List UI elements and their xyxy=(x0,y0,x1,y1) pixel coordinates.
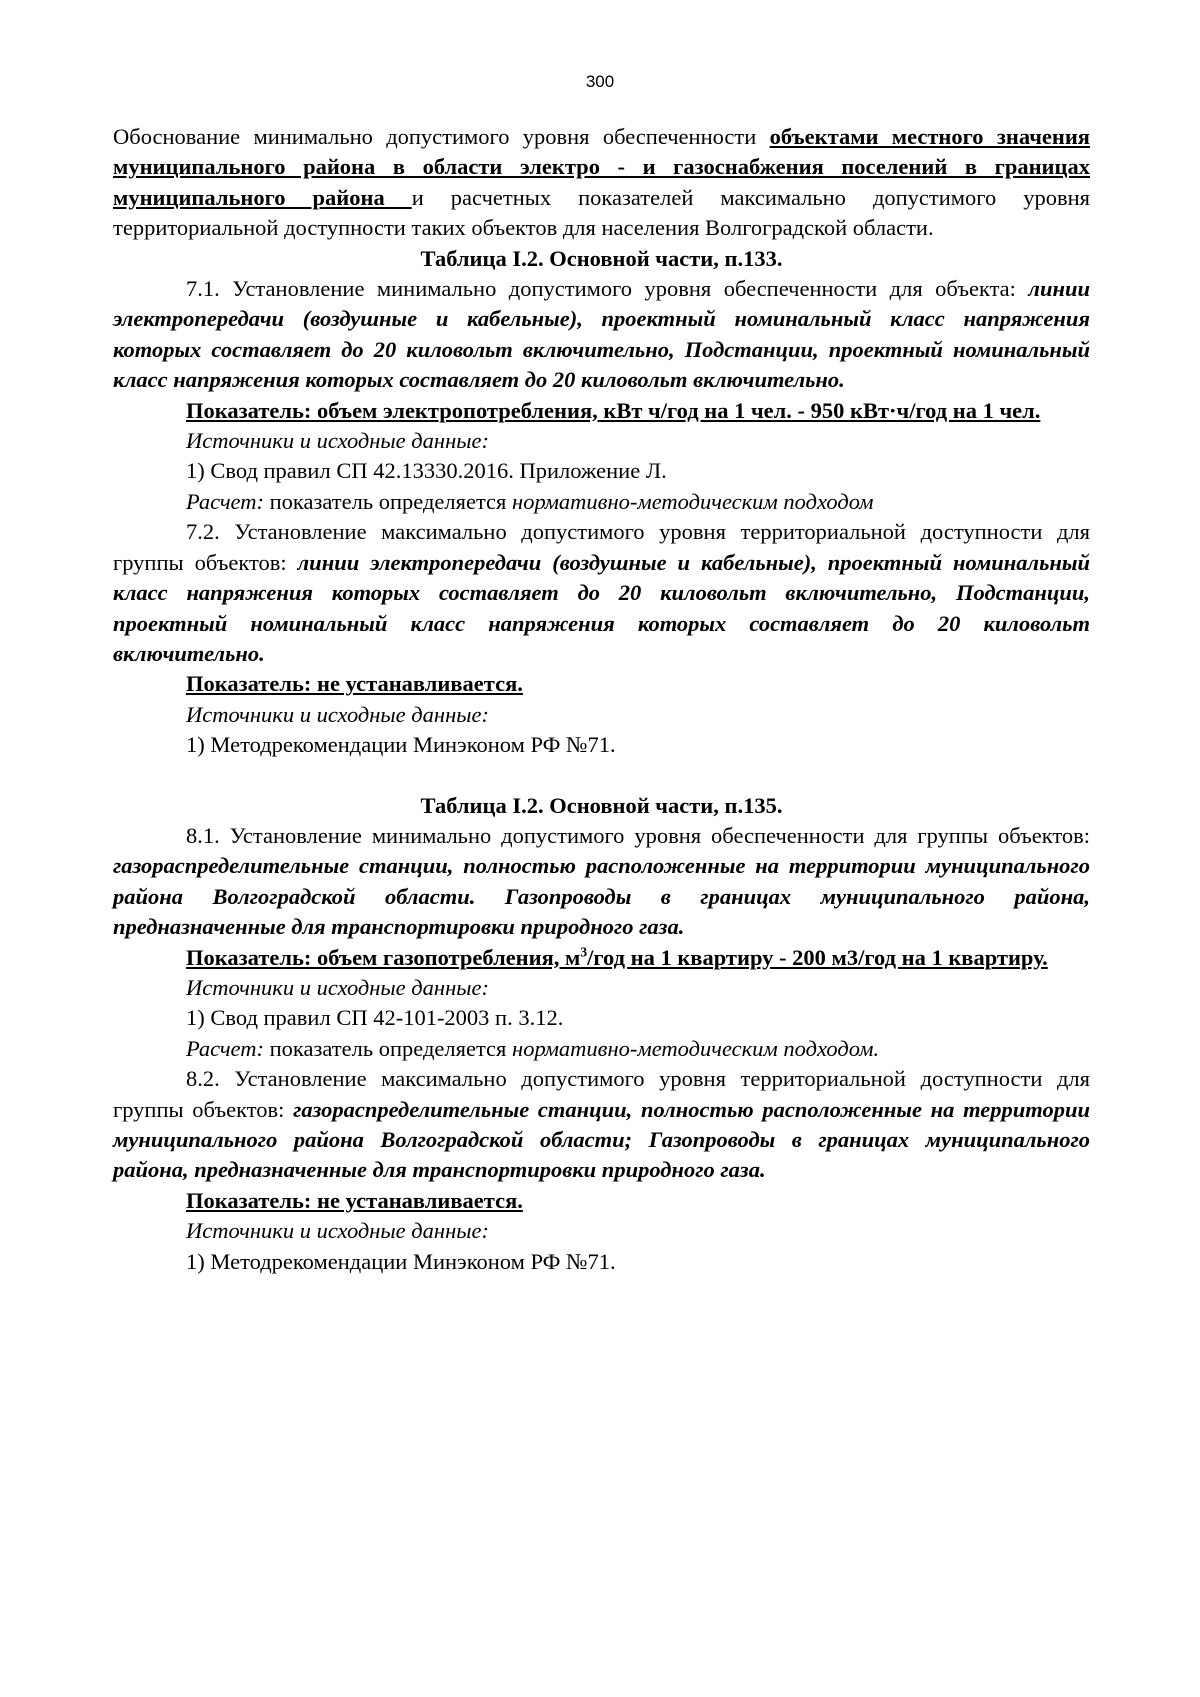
document-body xyxy=(113,122,1090,1277)
objects-8-2: газораспределительные станции, полностью расположенные на территории муниципального района Волгоградской области; Газопроводы в границах муниципального района, предназначенные для транспортировки природного газа. xyxy=(113,1096,1091,1183)
page-number: 300 xyxy=(585,72,615,91)
table-title-133: Таблица I.2. Основной части, п.133. xyxy=(420,245,783,271)
section-gap xyxy=(113,761,1090,791)
source-8-1: 1) Свод правил СП 42-101-2003 п. 3.12. xyxy=(186,1005,564,1031)
indicator-7-2: Показатель: не устанавливается. xyxy=(186,671,523,697)
intro-paragraph: Обоснование минимально допустимого уровня обеспеченности объектами местного значения муниципального района в области электро - и газоснабжения поселений в границах муниципального района и расчетных показателей максимально допустимого уровня территориальной доступности таких объектов для населения Волгоградской области. xyxy=(113,124,1090,241)
objects-8-1: газораспределительные станции, полностью расположенные на территории муниципального района Волгоградской области. Газопроводы в границах муниципального района, предназначенные для транспортировки природного газа. xyxy=(113,853,1090,940)
indicator-8-2: Показатель: не устанавливается. xyxy=(186,1187,523,1213)
source-8-2: 1) Методрекомендации Минэконом РФ №71. xyxy=(186,1248,616,1274)
intro-emphasis: объектами местного значения муниципального района в области электро - и газоснабжения поселений в границах муниципального района xyxy=(113,124,1090,210)
objects-7-1: линии электропередачи (воздушные и кабельные), проектный номинальный класс напряжения которых составляет до 20 киловольт включительно, Подстанции, проектный номинальный класс напряжения которых составляет до 20 киловольт включительно. xyxy=(113,276,1090,393)
objects-7-2: линии электропередачи (воздушные и кабельные), проектный номинальный класс напряжения которых составляет до 20 киловольт включительно, Подстанции, проектный номинальный класс напряжения которых составляет до 20 киловольт включительно. xyxy=(113,549,1090,666)
sources-label-7-2: Источники и исходные данные: xyxy=(186,701,489,727)
calculation-7-1: Расчет: показатель определяется нормативно-методическим подходом xyxy=(186,488,874,514)
source-7-1: 1) Свод правил СП 42.13330.2016. Приложение Л. xyxy=(186,458,667,484)
paragraph-8-2: 8.2. Установление максимально допустимого уровня территориальной доступности для группы объектов: газораспределительные станции, полностью расположенные на территории муниципального района Волгоградской области; Газопроводы в границах муниципального района, предназначенные для транспортировки природного газа. xyxy=(113,1066,1091,1183)
sources-label-7-1: Источники и исходные данные: xyxy=(186,428,489,454)
paragraph-7-2: 7.2. Установление максимально допустимого уровня территориальной доступности для группы объектов: линии электропередачи (воздушные и кабельные), проектный номинальный класс напряжения которых составляет до 20 киловольт включительно, Подстанции, проектный номинальный класс напряжения которых составляет до 20 киловольт включительно. xyxy=(113,519,1090,666)
sources-label-8-1: Источники и исходные данные: xyxy=(186,974,489,1000)
table-title-135: Таблица I.2. Основной части, п.135. xyxy=(420,792,783,818)
sources-label-8-2: Источники и исходные данные: xyxy=(186,1218,489,1244)
indicator-7-1: Показатель: объем электропотребления, кВт ч/год на 1 чел. - 950 кВт·ч/год на 1 чел. xyxy=(186,397,1041,423)
source-7-2: 1) Методрекомендации Минэконом РФ №71. xyxy=(186,732,616,758)
calculation-8-1: Расчет: показатель определяется нормативно-методическим подходом. xyxy=(186,1035,880,1061)
paragraph-8-1: 8.1. Установление минимально допустимого уровня обеспеченности для группы объектов: газораспределительные станции, полностью расположенные на территории муниципального района Волгоградской области. Газопроводы в границах муниципального района, предназначенные для транспортировки природного газа. xyxy=(113,822,1090,940)
paragraph-7-1: 7.1. Установление минимально допустимого уровня обеспеченности для объекта: линии электропередачи (воздушные и кабельные), проектный номинальный класс напряжения которых составляет до 20 киловольт включительно, Подстанции, проектный номинальный класс напряжения которых составляет до 20 киловольт включительно. xyxy=(113,276,1090,393)
indicator-8-1: Показатель: объем газопотребления, $м^3$/год на 1 квартиру - 200 м3/год на 1 квартиру. xyxy=(186,944,1048,970)
